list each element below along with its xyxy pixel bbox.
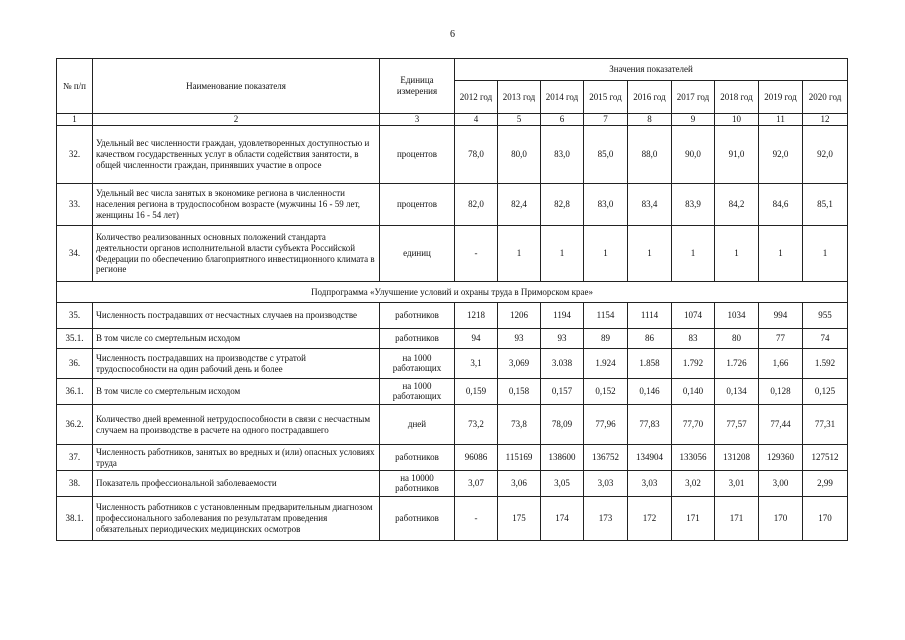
value-cell: 131208 [715, 445, 759, 471]
value-cell: 77,70 [672, 405, 715, 445]
unit-cell: работников [380, 303, 455, 329]
value-cell: 136752 [584, 445, 628, 471]
value-cell: 1.792 [672, 349, 715, 379]
header-year: 2015 год [584, 81, 628, 114]
value-cell: 80 [715, 329, 759, 349]
column-number: 1 [57, 114, 93, 126]
header-year: 2019 год [759, 81, 803, 114]
value-cell: 0,128 [759, 379, 803, 405]
subprogram-row [57, 282, 848, 303]
value-cell: 1206 [498, 303, 541, 329]
row-number: 38.1. [57, 497, 93, 541]
table-row [57, 497, 848, 541]
value-cell: 0,158 [498, 379, 541, 405]
header-year: 2013 год [498, 81, 541, 114]
indicator-name: Численность работников с установленным предварительным диагнозом профессионального заболевания по результатам проведения обязательных периодических медицинских осмотров [93, 497, 380, 541]
row-number: 37. [57, 445, 93, 471]
header-values-group: Значения показателей [455, 59, 848, 81]
value-cell: 73,8 [498, 405, 541, 445]
page-number: 6 [450, 29, 455, 40]
value-cell: 0,134 [715, 379, 759, 405]
table-row [57, 405, 848, 445]
value-cell: 133056 [672, 445, 715, 471]
value-cell: 1.924 [584, 349, 628, 379]
value-cell: 78,0 [455, 126, 498, 184]
value-cell: 1.592 [803, 349, 848, 379]
value-cell: 994 [759, 303, 803, 329]
indicators-table [56, 58, 848, 541]
value-cell: 96086 [455, 445, 498, 471]
value-cell: - [455, 226, 498, 282]
value-cell: 83,4 [628, 184, 672, 226]
value-cell: 1194 [541, 303, 584, 329]
value-cell: 2,99 [803, 471, 848, 497]
value-cell: 0,157 [541, 379, 584, 405]
value-cell: 80,0 [498, 126, 541, 184]
value-cell: 1 [584, 226, 628, 282]
value-cell: 92,0 [803, 126, 848, 184]
value-cell: 1 [672, 226, 715, 282]
row-number: 33. [57, 184, 93, 226]
header-name: Наименование показателя [93, 59, 380, 114]
value-cell: 3,05 [541, 471, 584, 497]
indicator-name: Показатель профессиональной заболеваемости [93, 471, 380, 497]
header-num: № п/п [57, 59, 93, 114]
indicator-name: Численность пострадавших от несчастных случаев на производстве [93, 303, 380, 329]
value-cell: 90,0 [672, 126, 715, 184]
table-row [57, 445, 848, 471]
value-cell: 171 [672, 497, 715, 541]
table-row [57, 329, 848, 349]
header-year: 2012 год [455, 81, 498, 114]
value-cell: 73,2 [455, 405, 498, 445]
value-cell: 74 [803, 329, 848, 349]
value-cell: 83 [672, 329, 715, 349]
value-cell: 1218 [455, 303, 498, 329]
header-year: 2020 год [803, 81, 848, 114]
value-cell: 127512 [803, 445, 848, 471]
value-cell: 77,83 [628, 405, 672, 445]
value-cell: 84,2 [715, 184, 759, 226]
column-number: 8 [628, 114, 672, 126]
value-cell: 92,0 [759, 126, 803, 184]
table-row [57, 303, 848, 329]
value-cell: 1 [803, 226, 848, 282]
value-cell: 955 [803, 303, 848, 329]
column-number: 5 [498, 114, 541, 126]
value-cell: 3,06 [498, 471, 541, 497]
value-cell: 82,0 [455, 184, 498, 226]
value-cell: 1.726 [715, 349, 759, 379]
unit-cell: процентов [380, 184, 455, 226]
value-cell: 82,8 [541, 184, 584, 226]
value-cell: 83,0 [541, 126, 584, 184]
unit-cell: процентов [380, 126, 455, 184]
header-year: 2014 год [541, 81, 584, 114]
value-cell: 93 [541, 329, 584, 349]
column-number: 11 [759, 114, 803, 126]
column-number: 6 [541, 114, 584, 126]
value-cell: 77,57 [715, 405, 759, 445]
column-number: 4 [455, 114, 498, 126]
unit-cell: работников [380, 329, 455, 349]
value-cell: 170 [803, 497, 848, 541]
header-year: 2017 год [672, 81, 715, 114]
value-cell: 129360 [759, 445, 803, 471]
rows-group-b [57, 303, 848, 541]
column-number: 10 [715, 114, 759, 126]
value-cell: 3,01 [715, 471, 759, 497]
unit-cell: дней [380, 405, 455, 445]
header-year: 2018 год [715, 81, 759, 114]
value-cell: 1154 [584, 303, 628, 329]
value-cell: 138600 [541, 445, 584, 471]
value-cell: 1 [628, 226, 672, 282]
unit-cell: единиц [380, 226, 455, 282]
table-row [57, 471, 848, 497]
value-cell: 1074 [672, 303, 715, 329]
indicator-name: Удельный вес числа занятых в экономике региона в численности населения региона в трудоспособном возрасте (мужчины 16 - 59 лет, женщины 16 - 54 лет) [93, 184, 380, 226]
value-cell: 134904 [628, 445, 672, 471]
value-cell: 94 [455, 329, 498, 349]
value-cell: 175 [498, 497, 541, 541]
value-cell: 3,069 [498, 349, 541, 379]
value-cell: 170 [759, 497, 803, 541]
value-cell: 77,96 [584, 405, 628, 445]
value-cell: 3,03 [628, 471, 672, 497]
unit-cell: на 1000 работающих [380, 349, 455, 379]
value-cell: 0,125 [803, 379, 848, 405]
value-cell: 91,0 [715, 126, 759, 184]
value-cell: 171 [715, 497, 759, 541]
indicator-name: Численность пострадавших на производстве с утратой трудоспособности на один рабочий день и более [93, 349, 380, 379]
value-cell: 3.038 [541, 349, 584, 379]
row-number: 36.1. [57, 379, 93, 405]
column-numbers-row [57, 114, 848, 126]
table-row [57, 349, 848, 379]
value-cell: 1034 [715, 303, 759, 329]
value-cell: 88,0 [628, 126, 672, 184]
value-cell: 83,0 [584, 184, 628, 226]
value-cell: 1 [498, 226, 541, 282]
table-row [57, 126, 848, 184]
value-cell: 1 [541, 226, 584, 282]
indicator-name: Удельный вес численности граждан, удовлетворенных доступностью и качеством государственных услуг в области содействия занятости, в общей численности граждан, принявших участие в опросе [93, 126, 380, 184]
row-number: 35. [57, 303, 93, 329]
value-cell: 77 [759, 329, 803, 349]
value-cell: 0,159 [455, 379, 498, 405]
unit-cell: на 10000 работников [380, 471, 455, 497]
value-cell: 3,1 [455, 349, 498, 379]
value-cell: 0,140 [672, 379, 715, 405]
value-cell: 3,07 [455, 471, 498, 497]
header-unit: Единица измерения [380, 59, 455, 114]
value-cell: 1,66 [759, 349, 803, 379]
row-number: 32. [57, 126, 93, 184]
value-cell: 84,6 [759, 184, 803, 226]
indicator-name: В том числе со смертельным исходом [93, 329, 380, 349]
row-number: 34. [57, 226, 93, 282]
value-cell: 0,146 [628, 379, 672, 405]
unit-cell: работников [380, 497, 455, 541]
value-cell: 174 [541, 497, 584, 541]
row-number: 35.1. [57, 329, 93, 349]
value-cell: 82,4 [498, 184, 541, 226]
value-cell: 83,9 [672, 184, 715, 226]
value-cell: 93 [498, 329, 541, 349]
table-row [57, 379, 848, 405]
value-cell: 1114 [628, 303, 672, 329]
unit-cell: работников [380, 445, 455, 471]
value-cell: 3,03 [584, 471, 628, 497]
column-number: 7 [584, 114, 628, 126]
table-row [57, 184, 848, 226]
column-number: 3 [380, 114, 455, 126]
subprogram-title: Подпрограмма «Улучшение условий и охраны труда в Приморском крае» [57, 282, 848, 303]
indicator-name: Численность работников, занятых во вредных и (или) опасных условиях труда [93, 445, 380, 471]
value-cell: 77,31 [803, 405, 848, 445]
row-number: 36.2. [57, 405, 93, 445]
value-cell: 77,44 [759, 405, 803, 445]
value-cell: - [455, 497, 498, 541]
value-cell: 1 [715, 226, 759, 282]
column-number: 12 [803, 114, 848, 126]
value-cell: 3,02 [672, 471, 715, 497]
rows-group-a [57, 126, 848, 282]
row-number: 38. [57, 471, 93, 497]
row-number: 36. [57, 349, 93, 379]
value-cell: 86 [628, 329, 672, 349]
indicator-name: Количество реализованных основных положений стандарта деятельности органов исполнительной власти субъекта Российской Федерации по обеспечению благоприятного инвестиционного климата в регионе [93, 226, 380, 282]
value-cell: 0,152 [584, 379, 628, 405]
column-number: 9 [672, 114, 715, 126]
value-cell: 3,00 [759, 471, 803, 497]
value-cell: 89 [584, 329, 628, 349]
value-cell: 85,1 [803, 184, 848, 226]
value-cell: 1 [759, 226, 803, 282]
value-cell: 173 [584, 497, 628, 541]
value-cell: 1.858 [628, 349, 672, 379]
value-cell: 78,09 [541, 405, 584, 445]
unit-cell: на 1000 работающих [380, 379, 455, 405]
indicator-name: Количество дней временной нетрудоспособности в связи с несчастным случаем на производстве в расчете на одного пострадавшего [93, 405, 380, 445]
value-cell: 115169 [498, 445, 541, 471]
value-cell: 172 [628, 497, 672, 541]
indicator-name: В том числе со смертельным исходом [93, 379, 380, 405]
value-cell: 85,0 [584, 126, 628, 184]
table-row [57, 226, 848, 282]
column-number: 2 [93, 114, 380, 126]
header-year: 2016 год [628, 81, 672, 114]
